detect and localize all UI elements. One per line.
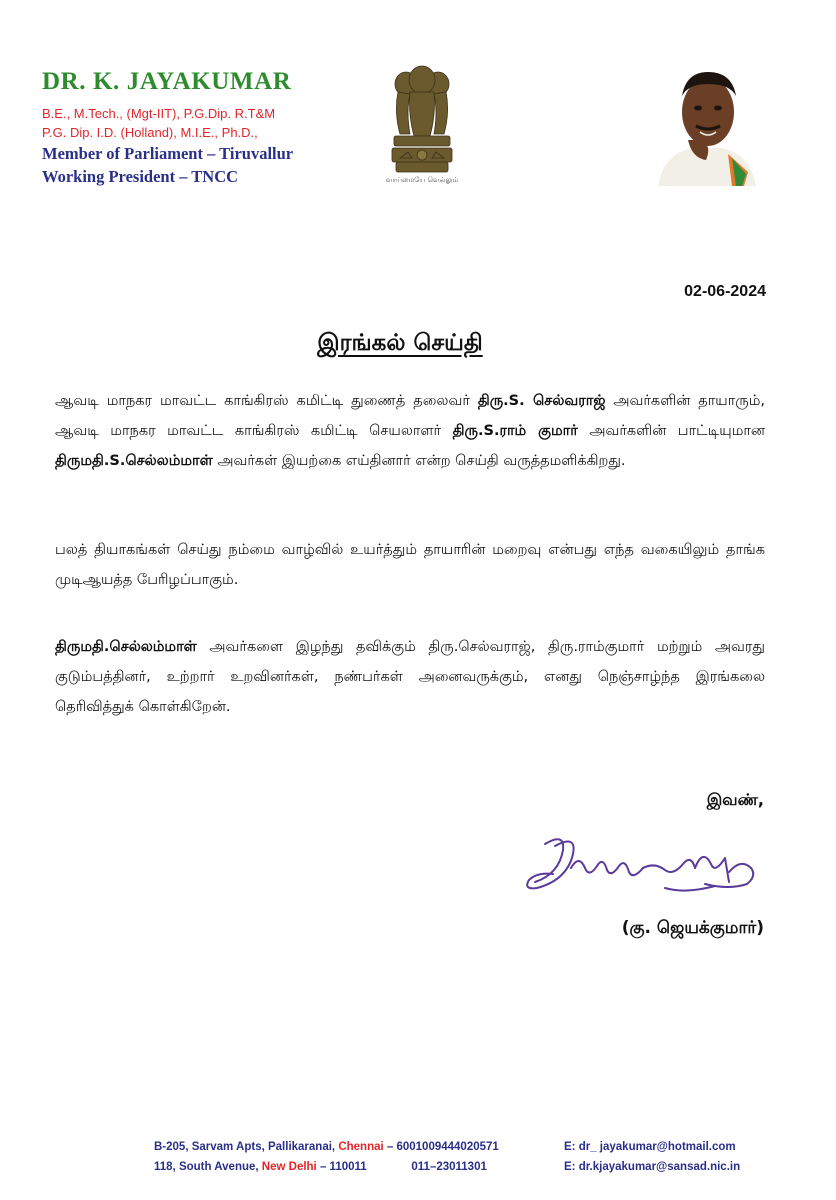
- footer-row-delhi: [0, 1161, 836, 1179]
- sender-role-mp: Member of Parliament – Tiruvallur: [42, 144, 294, 163]
- p3-bold-sellammal: திருமதி.செல்லம்மாள்: [55, 639, 197, 655]
- body-paragraph-1: [55, 386, 765, 476]
- p1-text-4: அவர்கள் இயற்கை எய்தினார் என்ற செய்தி வருத்தமளிக்கிறது.: [212, 453, 626, 469]
- footer-address-chennai-pre: B-205, Sarvam Apts, Pallikaranai,: [154, 1141, 339, 1153]
- footer-address-chennai-post: – 6001009444020571: [383, 1141, 499, 1153]
- signer-name: (கு. ஜெயக்குமார்): [621, 918, 764, 938]
- footer-address-delhi-post: – 110011 011–23011301: [316, 1161, 487, 1173]
- letterhead: [0, 0, 836, 210]
- footer-email-hotmail: E: dr_ jayakumar@hotmail.com: [564, 1141, 736, 1153]
- p1-text-1: ஆவடி மாநகர மாவட்ட காங்கிரஸ் கமிட்டி துணைத் தலைவர்: [55, 393, 478, 409]
- footer-address-chennai: [154, 1141, 499, 1153]
- sender-role-tncc: Working President – TNCC: [42, 167, 239, 186]
- footer-address-delhi: [154, 1161, 487, 1173]
- footer-address-delhi-pre: 118, South Avenue,: [154, 1161, 262, 1173]
- footer-city-delhi: New Delhi: [261, 1161, 317, 1173]
- footer-row-chennai: [0, 1141, 836, 1159]
- sender-qualifications-2: P.G. Dip. I.D. (Holland), M.I.E., Ph.D.,: [42, 125, 258, 140]
- body-paragraph-3: [55, 632, 765, 722]
- letterhead-sender-block: [42, 68, 362, 188]
- letter-date: 02-06-2024: [684, 283, 766, 300]
- national-emblem-icon: [380, 62, 464, 192]
- p1-bold-sellammal: திருமதி.S.செல்லம்மாள்: [55, 453, 213, 469]
- sender-portrait: [648, 62, 766, 186]
- p1-bold-selvaraj: திரு.S. செல்வராஜ்: [477, 393, 606, 409]
- p1-bold-ramkumar: திரு.S.ராம் குமார்: [452, 423, 578, 439]
- letter-footer: [0, 1135, 836, 1195]
- handwritten-signature: [515, 828, 775, 908]
- footer-city-chennai: Chennai: [338, 1141, 384, 1153]
- body-paragraph-2: பலத் தியாகங்கள் செய்து நம்மை வாழ்வில் உயர்த்தும் தாயாரின் மறைவு என்பது எந்த வகையிலும் தாங்க முடிஆயத்த பேரிழப்பாகும்.: [55, 542, 765, 588]
- sender-name: DR. K. JAYAKUMAR: [42, 68, 292, 95]
- closing-yours: இவண்,: [706, 790, 764, 809]
- p1-text-2: அவர்களின் தாயாரும், ஆவடி மாநகர மாவட்ட காங்கிரஸ் கமிட்டி செயலாளர்: [55, 393, 765, 439]
- footer-email-sansad: E: dr.kjayakumar@sansad.nic.in: [564, 1161, 741, 1173]
- emblem-caption: வாய்மையே வெல்லும்: [385, 176, 459, 184]
- letter-title: இரங்கல் செய்தி: [317, 330, 483, 356]
- p3-text-1: அவர்களை இழந்து தவிக்கும் திரு.செல்வராஜ், திரு.ராம்குமார் மற்றும் அவரது குடும்பத்தினர், உற்றார் உறவினர்கள், நண்பர்கள் அனைவருக்கும், எனது நெஞ்சாழ்ந்த இரங்கலை தெரிவித்துக் கொள்கிறேன்.: [55, 639, 765, 715]
- sender-qualifications-1: B.E., M.Tech., (Mgt-IIT), P.G.Dip. R.T&M: [42, 106, 276, 121]
- p1-text-3: அவர்களின் பாட்டியுமான: [577, 423, 765, 439]
